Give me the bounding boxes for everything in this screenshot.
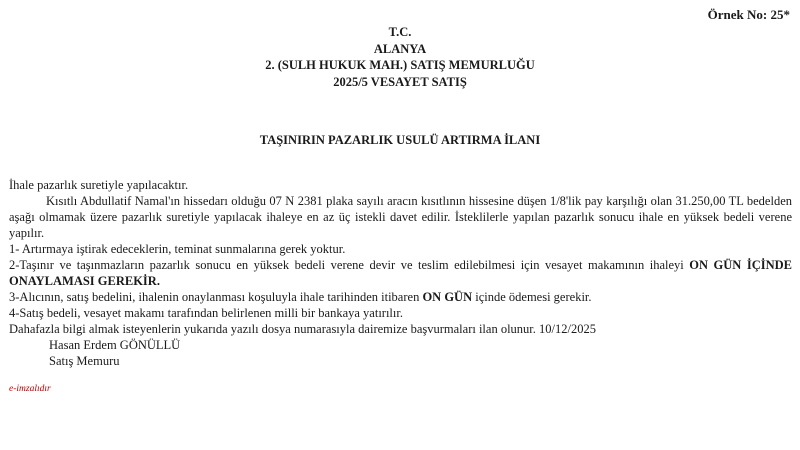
announcement-body: [9, 177, 792, 369]
intro-line: İhale pazarlık suretiyle yapılacaktır.: [9, 178, 189, 192]
condition-item-3: [9, 289, 792, 305]
announcement-title: TAŞINIRIN PAZARLIK USULÜ ARTIRMA İLANI: [259, 133, 541, 147]
condition-item-3-text-before: 3-Alıcının, satış bedelini, ihalenin onaylanması koşuluyla ihale tarihinden itibaren: [9, 290, 423, 304]
signer-name: Hasan Erdem GÖNÜLLÜ: [49, 338, 181, 352]
header-office: 2. (SULH HUKUK MAH.) SATIŞ MEMURLUĞU: [265, 58, 535, 72]
condition-item-4: 4-Satış bedeli, vesayet makamı tarafından belirlenen milli bir bankaya yatırılır.: [9, 306, 403, 320]
condition-item-2-emphasis: ON GÜN İÇİNDE ONAYLAMASI GEREKİR.: [9, 258, 792, 288]
example-number: Örnek No: 25*: [707, 7, 790, 22]
e-signature-label: e-imzalıdır: [9, 384, 51, 394]
header-country: T.C.: [388, 25, 412, 39]
header-file-number: 2025/5 VESAYET SATIŞ: [333, 74, 467, 89]
signer-role: Satış Memuru: [49, 354, 120, 368]
document-header: [0, 24, 800, 90]
condition-item-2-text: 2-Taşınır ve taşınmazların pazarlık sonucu en yüksek bedeli verene devir ve teslim edilebilmesi için vesayet makamının ihaleyi: [9, 258, 690, 272]
main-paragraph: Kısıtlı Abdullatif Namal'ın hissedarı olduğu 07 N 2381 plaka sayılı aracın kısıtlının hissesine düşen 1/8'lik pay karşılığı olan 31.250,00 TL bedelden aşağı olmamak üzere pazarlık suretiyle yapılacak ihaleye en az üç istekli davet edilir. İsteklilerle yapılan pazarlık sonucu ihale en yüksek bedeli verene yapılır.: [9, 194, 792, 240]
header-city: ALANYA: [373, 41, 427, 56]
condition-item-2: [9, 257, 792, 289]
condition-item-3-text-after: içinde ödemesi gerekir.: [472, 290, 592, 304]
condition-item-1: 1- Artırmaya iştirak edeceklerin, teminat sunmalarına gerek yoktur.: [9, 242, 346, 256]
closing-line: Dahafazla bilgi almak isteyenlerin yukarıda yazılı dosya numarasıyla dairemize başvurmaları ilan olunur. 10/12/2025: [9, 322, 596, 336]
condition-item-3-emphasis: ON GÜN: [422, 290, 473, 304]
